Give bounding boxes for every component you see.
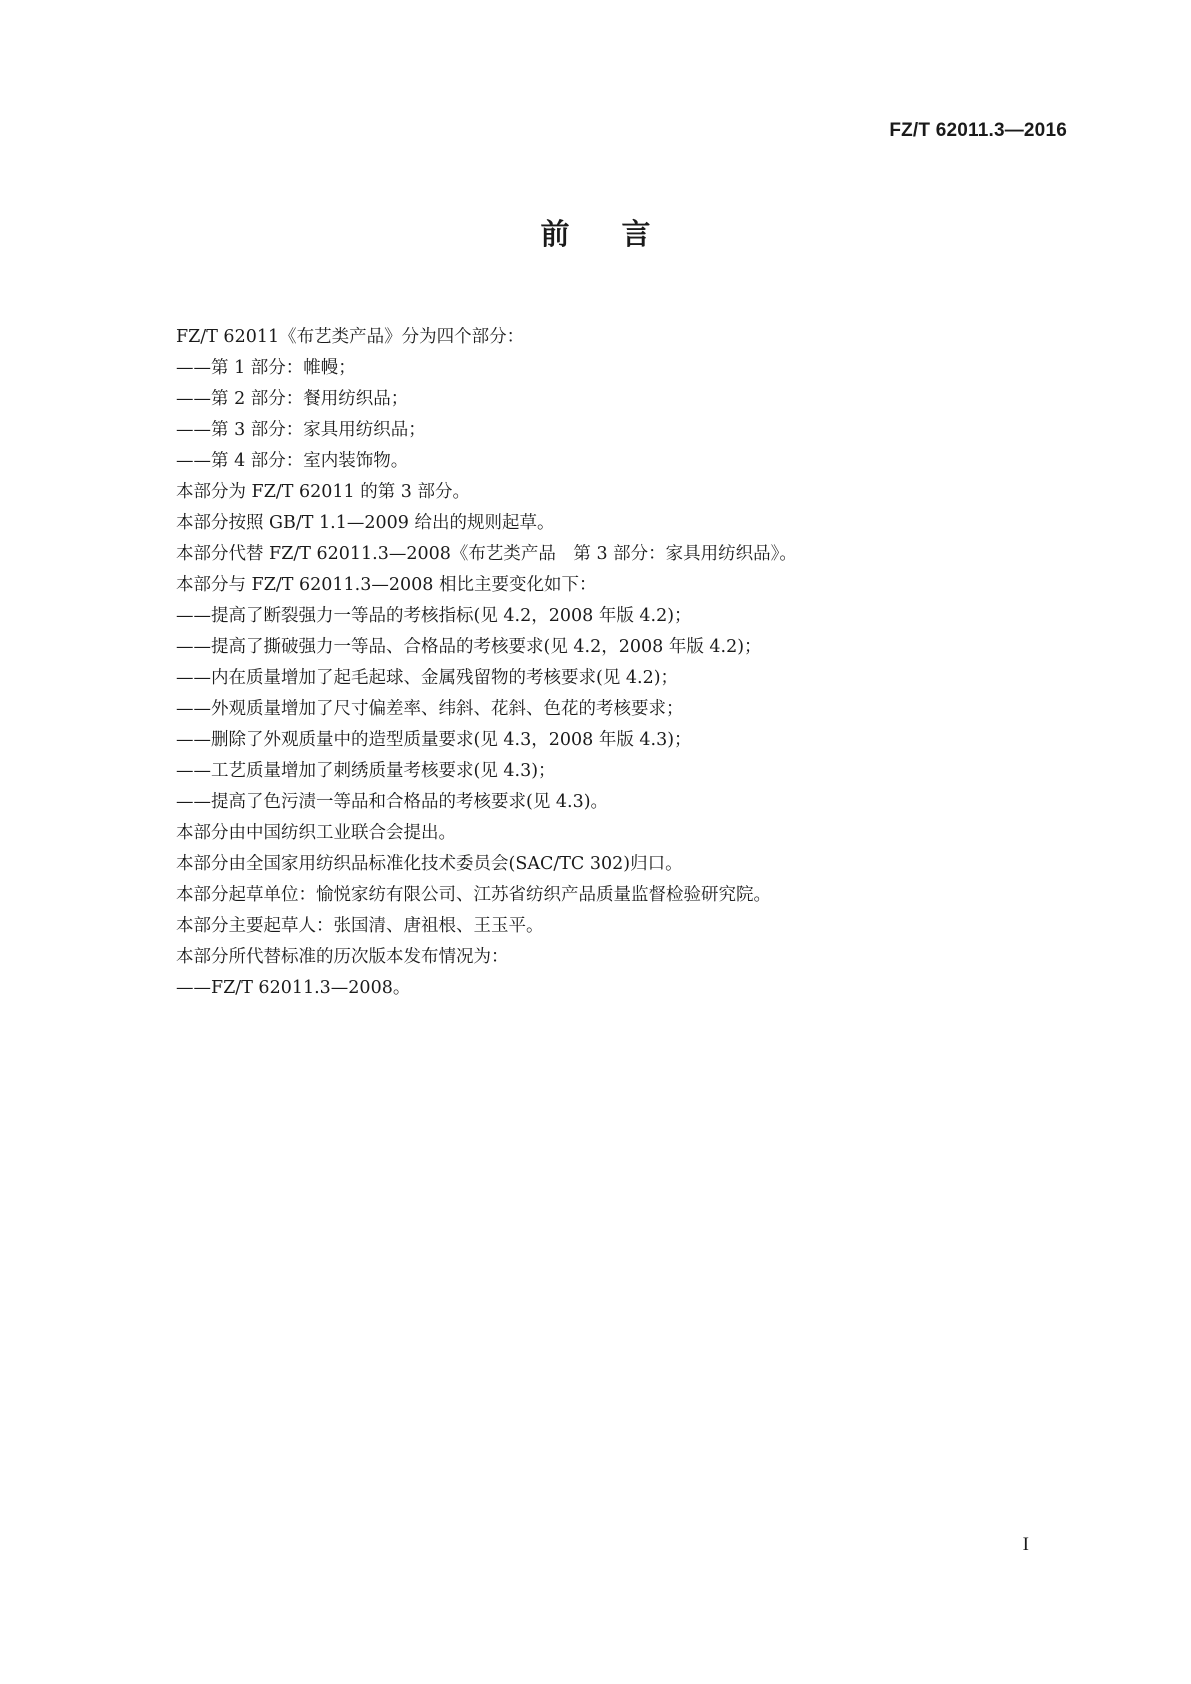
list-item: ——外观质量增加了尺寸偏差率、纬斜、花斜、色花的考核要求； (176, 699, 684, 719)
text-line: 本部分为 FZ/T 62011 的第 3 部分。 (176, 482, 470, 502)
list-item: ——第 3 部分：家具用纺织品； (176, 420, 426, 440)
list-item: ——第 2 部分：餐用纺织品； (176, 389, 409, 409)
text-line: 本部分由中国纺织工业联合会提出。 (176, 823, 456, 843)
text-line: 本部分按照 GB/T 1.1—2009 给出的规则起草。 (176, 513, 555, 533)
text-line: FZ/T 62011《布艺类产品》分为四个部分： (176, 327, 525, 347)
foreword-body (176, 322, 1056, 1004)
text-line: 本部分起草单位：愉悦家纺有限公司、江苏省纺织产品质量监督检验研究院。 (176, 885, 771, 905)
list-item: ——删除了外观质量中的造型质量要求(见 4.3，2008 年版 4.3)； (176, 730, 692, 750)
list-item: ——内在质量增加了起毛起球、金属残留物的考核要求(见 4.2)； (176, 668, 679, 688)
text-line: 本部分主要起草人：张国清、唐祖根、王玉平。 (176, 916, 544, 936)
standard-number: FZ/T 62011.3—2016 (889, 120, 1067, 141)
list-item: ——FZ/T 62011.3—2008。 (176, 978, 411, 998)
page-number: I (1022, 1534, 1029, 1555)
page-title: 前言 (540, 217, 703, 251)
list-item: ——工艺质量增加了刺绣质量考核要求(见 4.3)； (176, 761, 556, 781)
text-line: 本部分代替 FZ/T 62011.3—2008《布艺类产品 第 3 部分：家具用纺织品》。 (176, 544, 797, 564)
list-item: ——提高了色污渍一等品和合格品的考核要求(见 4.3)。 (176, 792, 609, 812)
list-item: ——第 1 部分：帷幔； (176, 358, 356, 378)
text-line: 本部分由全国家用纺织品标准化技术委员会(SAC/TC 302)归口。 (176, 854, 683, 874)
text-line: 本部分与 FZ/T 62011.3—2008 相比主要变化如下： (176, 575, 597, 595)
list-item: ——提高了撕破强力一等品、合格品的考核要求(见 4.2，2008 年版 4.2)； (176, 637, 762, 657)
list-item: ——提高了断裂强力一等品的考核指标(见 4.2，2008 年版 4.2)； (176, 606, 692, 626)
list-item: ——第 4 部分：室内装饰物。 (176, 451, 409, 471)
text-line: 本部分所代替标准的历次版本发布情况为： (176, 947, 509, 967)
